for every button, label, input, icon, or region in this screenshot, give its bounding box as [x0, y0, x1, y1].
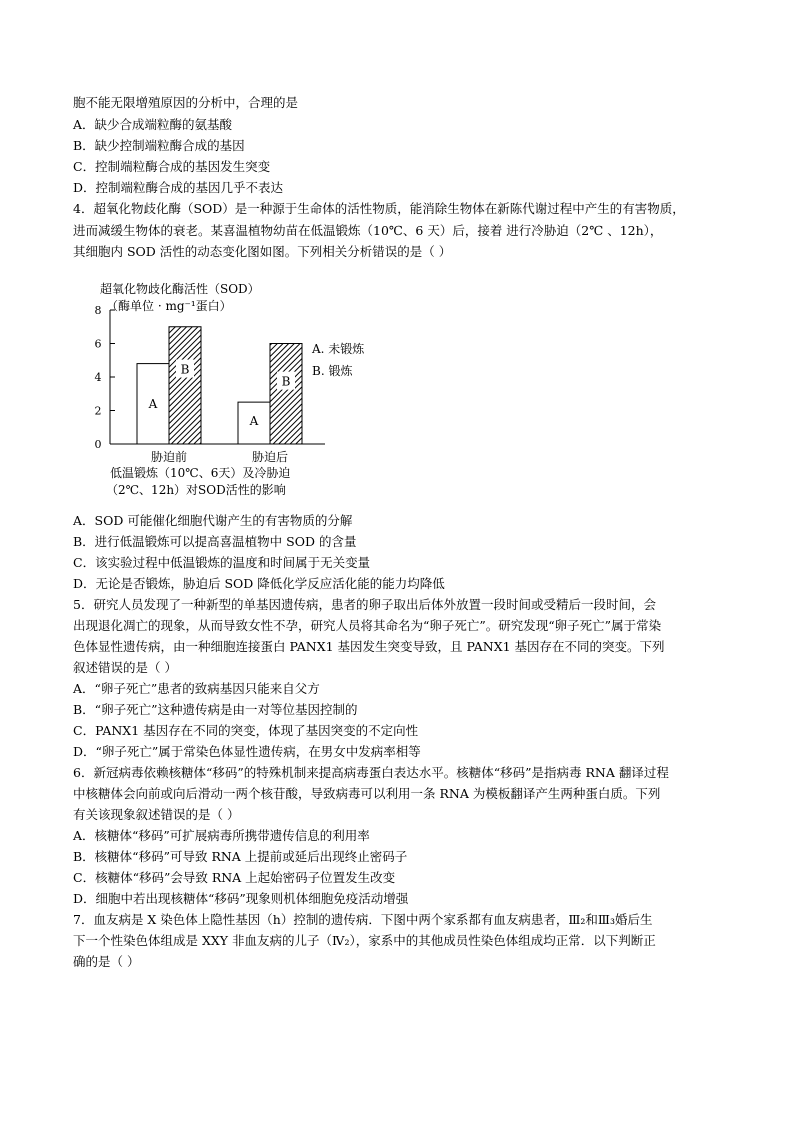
- y-tick-label: 0: [94, 438, 102, 451]
- chart-ylabel: （酶单位 · mg⁻¹蛋白）: [106, 299, 232, 313]
- option-b: B．缺少控制端粒酶合成的基因: [73, 138, 245, 153]
- option-b: B．进行低温锻炼可以提高喜温植物中 SOD 的含量: [73, 534, 357, 549]
- option-a: A．核糖体“移码”可扩展病毒所携带遗传信息的利用率: [73, 828, 370, 843]
- text-line: 胞不能无限增殖原因的分析中，合理的是: [73, 95, 299, 110]
- y-tick-label: 6: [94, 337, 102, 351]
- y-tick-label: 2: [94, 404, 102, 418]
- legend: [311, 341, 365, 378]
- option-c: C．控制端粒酶合成的基因发生突变: [73, 159, 271, 174]
- bar-label: A: [249, 414, 259, 429]
- chart-caption-1: 低温锻炼（10℃、6天）及冷胁迫: [110, 466, 291, 480]
- legend-item: A. 未锻炼: [312, 342, 365, 356]
- y-tick-label: 4: [94, 371, 102, 384]
- y-tick-label: 8: [94, 304, 102, 317]
- bar-label: B: [180, 362, 190, 377]
- bar: [169, 327, 201, 444]
- bar-label: A: [148, 396, 158, 411]
- option-a: A．“卵子死亡”患者的致病基因只能来自父方: [73, 681, 320, 696]
- option-d: D．无论是否锻炼，胁迫后 SOD 降低化学反应活化能的能力均降低: [73, 576, 445, 591]
- question-5-line: 色体显性遗传病，由一种细胞连接蛋白 PANX1 基因发生突变导致，且 PANX1 基因存在不同的突变。下列: [73, 639, 665, 654]
- option-c: C．该实验过程中低温锻炼的温度和时间属于无关变量: [73, 555, 371, 570]
- option-c: C．核糖体“移码”会导致 RNA 上起始密码子位置发生改变: [73, 870, 396, 885]
- option-d: D．细胞中若出现核糖体“移码”现象则机体细胞免疫活动增强: [73, 891, 409, 906]
- sod-chart: [80, 280, 380, 500]
- question-5-line: 出现退化凋亡的现象，从而导致女性不孕，研究人员将其命名为“卵子死亡”。研究发现“卵子死亡”属于常染: [73, 618, 662, 633]
- question-7-line: 确的是（ ）: [73, 954, 140, 969]
- chart-title: 超氧化物歧化酶活性（SOD）: [100, 282, 260, 296]
- question-5-line: 叙述错误的是（ ）: [73, 660, 177, 675]
- question-4-line: 其细胞内 SOD 活性的动态变化图如图。下列相关分析错误的是（ ）: [73, 244, 452, 259]
- bar: [270, 344, 302, 445]
- option-a: A．缺少合成端粒酶的氨基酸: [73, 117, 233, 132]
- bar-label: B: [281, 374, 291, 389]
- option-a: A．SOD 可能催化细胞代谢产生的有害物质的分解: [73, 513, 353, 528]
- question-7-line: 7．血友病是 X 染色体上隐性基因（h）控制的遗传病．下图中两个家系都有血友病患者，Ⅲ₂和Ⅲ₃婚后生: [73, 912, 653, 927]
- question-6-line: 中核糖体会向前或向后滑动一两个核苷酸，导致病毒可以利用一条 RNA 为模板翻译产生两种蛋白质。下列: [73, 786, 661, 801]
- question-6-line: 有关该现象叙述错误的是（ ）: [73, 807, 240, 822]
- legend-item: B. 锻炼: [312, 364, 353, 378]
- option-d: D．控制端粒酶合成的基因几乎不表达: [73, 180, 284, 195]
- question-5-line: 5．研究人员发现了一种新型的单基因遗传病，患者的卵子取出后体外放置一段时间或受精后一段时间，会: [73, 597, 656, 612]
- question-6-line: 6．新冠病毒依赖核糖体“移码”的特殊机制来提高病毒蛋白表达水平。核糖体“移码”是指病毒 RNA 翻译过程: [73, 765, 669, 780]
- option-c: C．PANX1 基因存在不同的突变，体现了基因突变的不定向性: [73, 723, 419, 738]
- question-4-line: 4．超氧化物歧化酶（SOD）是一种源于生命体的活性物质，能消除生物体在新陈代谢过程中产生的有害物质，: [73, 201, 685, 216]
- option-b: B．核糖体“移码”可导致 RNA 上提前或延后出现终止密码子: [73, 849, 408, 864]
- option-d: D．“卵子死亡”属于常染色体显性遗传病，在男女中发病率相等: [73, 744, 421, 759]
- category-label: 胁迫前: [150, 450, 188, 464]
- category-label: 胁迫后: [251, 450, 289, 464]
- chart-caption-2: （2℃、12h）对SOD活性的影响: [106, 483, 286, 497]
- option-b: B．“卵子死亡”这种遗传病是由一对等位基因控制的: [73, 702, 358, 717]
- bars: [137, 327, 302, 464]
- question-7-line: 下一个性染色体组成是 XXY 非血友病的儿子（Ⅳ₂），家系中的其他成员性染色体组成均正常．以下判断正: [73, 933, 656, 948]
- question-4-line: 进而减缓生物体的衰老。某喜温植物幼苗在低温锻炼（10℃、6 天）后，接着 进行冷胁迫（2℃ 、12h），: [73, 223, 663, 238]
